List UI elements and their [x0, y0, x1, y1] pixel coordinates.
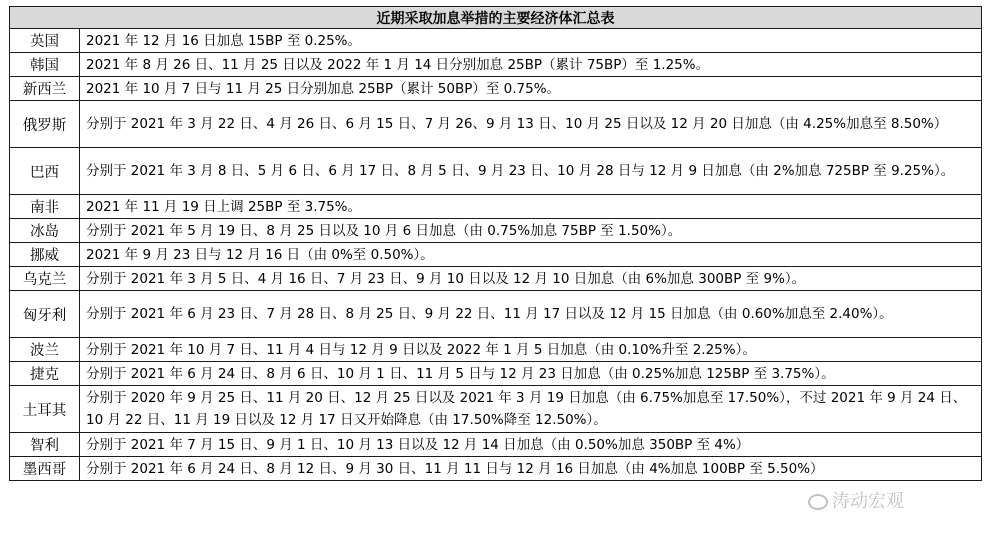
country-cell: 挪威: [10, 243, 80, 267]
table-row: [10, 195, 982, 219]
detail-cell: 分别于 2021 年 10 月 7 日、11 月 4 日与 12 月 9 日以及 2022 年 1 月 5 日加息（由 0.10%升至 2.25%）。: [80, 338, 982, 362]
detail-cell: 分别于 2021 年 3 月 5 日、4 月 16 日、7 月 23 日、9 月 10 日以及 12 月 10 日加息（由 6%加息 300BP 至 9%）。: [80, 267, 982, 291]
table-row: [10, 53, 982, 77]
table-row: [10, 243, 982, 267]
detail-cell: 2021 年 11 月 19 日上调 25BP 至 3.75%。: [80, 195, 982, 219]
table-row: [10, 433, 982, 457]
detail-cell: 分别于 2021 年 7 月 15 日、9 月 1 日、10 月 13 日以及 12 月 14 日加息（由 0.50%加息 350BP 至 4%）: [80, 433, 982, 457]
watermark-text: 涛动宏观: [832, 491, 904, 512]
table-row: [10, 338, 982, 362]
table-row: [10, 101, 982, 148]
country-cell: 波兰: [10, 338, 80, 362]
country-cell: 韩国: [10, 53, 80, 77]
country-cell: 冰岛: [10, 219, 80, 243]
watermark: [808, 487, 904, 513]
country-cell: 新西兰: [10, 77, 80, 101]
table-row: [10, 386, 982, 433]
country-cell: 英国: [10, 29, 80, 53]
detail-cell: 分别于 2021 年 5 月 19 日、8 月 25 日以及 10 月 6 日加息（由 0.75%加息 75BP 至 1.50%）。: [80, 219, 982, 243]
table-title: 近期采取加息举措的主要经济体汇总表: [10, 7, 982, 29]
detail-cell: 分别于 2021 年 6 月 23 日、7 月 28 日、8 月 25 日、9 月 22 日、11 月 17 日以及 12 月 15 日加息（由 0.60%加息至 2.40%）。: [80, 291, 982, 338]
detail-cell: 分别于 2021 年 3 月 22 日、4 月 26 日、6 月 15 日、7 月 26、9 月 13 日、10 月 25 日以及 12 月 20 日加息（由 4.25%加息至 8.50%）: [80, 101, 982, 148]
country-cell: 南非: [10, 195, 80, 219]
detail-cell: 分别于 2020 年 9 月 25 日、11 月 20 日、12 月 25 日以及 2021 年 3 月 19 日加息（由 6.75%加息至 17.50%），不过 2021 年 9 月 24 日、10 月 22 日、11 月 19 日以及 12 月 17 日又开始降息（由 17.50%降至 12.50%）。: [80, 386, 982, 433]
table-row: [10, 457, 982, 481]
rate-hike-table: [9, 6, 982, 481]
table-row: [10, 77, 982, 101]
country-cell: 墨西哥: [10, 457, 80, 481]
country-cell: 巴西: [10, 148, 80, 195]
wechat-icon: [808, 494, 828, 510]
detail-cell: 分别于 2021 年 6 月 24 日、8 月 12 日、9 月 30 日、11 月 11 日与 12 月 16 日加息（由 4%加息 100BP 至 5.50%）: [80, 457, 982, 481]
country-cell: 俄罗斯: [10, 101, 80, 148]
table-row: [10, 29, 982, 53]
country-cell: 土耳其: [10, 386, 80, 433]
country-cell: 匈牙利: [10, 291, 80, 338]
table-row: [10, 148, 982, 195]
country-cell: 捷克: [10, 362, 80, 386]
detail-cell: 2021 年 10 月 7 日与 11 月 25 日分别加息 25BP（累计 50BP）至 0.75%。: [80, 77, 982, 101]
country-cell: 智利: [10, 433, 80, 457]
table-row: [10, 291, 982, 338]
table-row: [10, 267, 982, 291]
detail-cell: 2021 年 9 月 23 日与 12 月 16 日（由 0%至 0.50%）。: [80, 243, 982, 267]
table-row: [10, 362, 982, 386]
country-cell: 乌克兰: [10, 267, 80, 291]
detail-cell: 分别于 2021 年 6 月 24 日、8 月 6 日、10 月 1 日、11 月 5 日与 12 月 23 日加息（由 0.25%加息 125BP 至 3.75%）。: [80, 362, 982, 386]
table-row: [10, 219, 982, 243]
detail-cell: 分别于 2021 年 3 月 8 日、5 月 6 日、6 月 17 日、8 月 5 日、9 月 23 日、10 月 28 日与 12 月 9 日加息（由 2%加息 725BP 至 9.25%）。: [80, 148, 982, 195]
detail-cell: 2021 年 8 月 26 日、11 月 25 日以及 2022 年 1 月 14 日分别加息 25BP（累计 75BP）至 1.25%。: [80, 53, 982, 77]
detail-cell: 2021 年 12 月 16 日加息 15BP 至 0.25%。: [80, 29, 982, 53]
